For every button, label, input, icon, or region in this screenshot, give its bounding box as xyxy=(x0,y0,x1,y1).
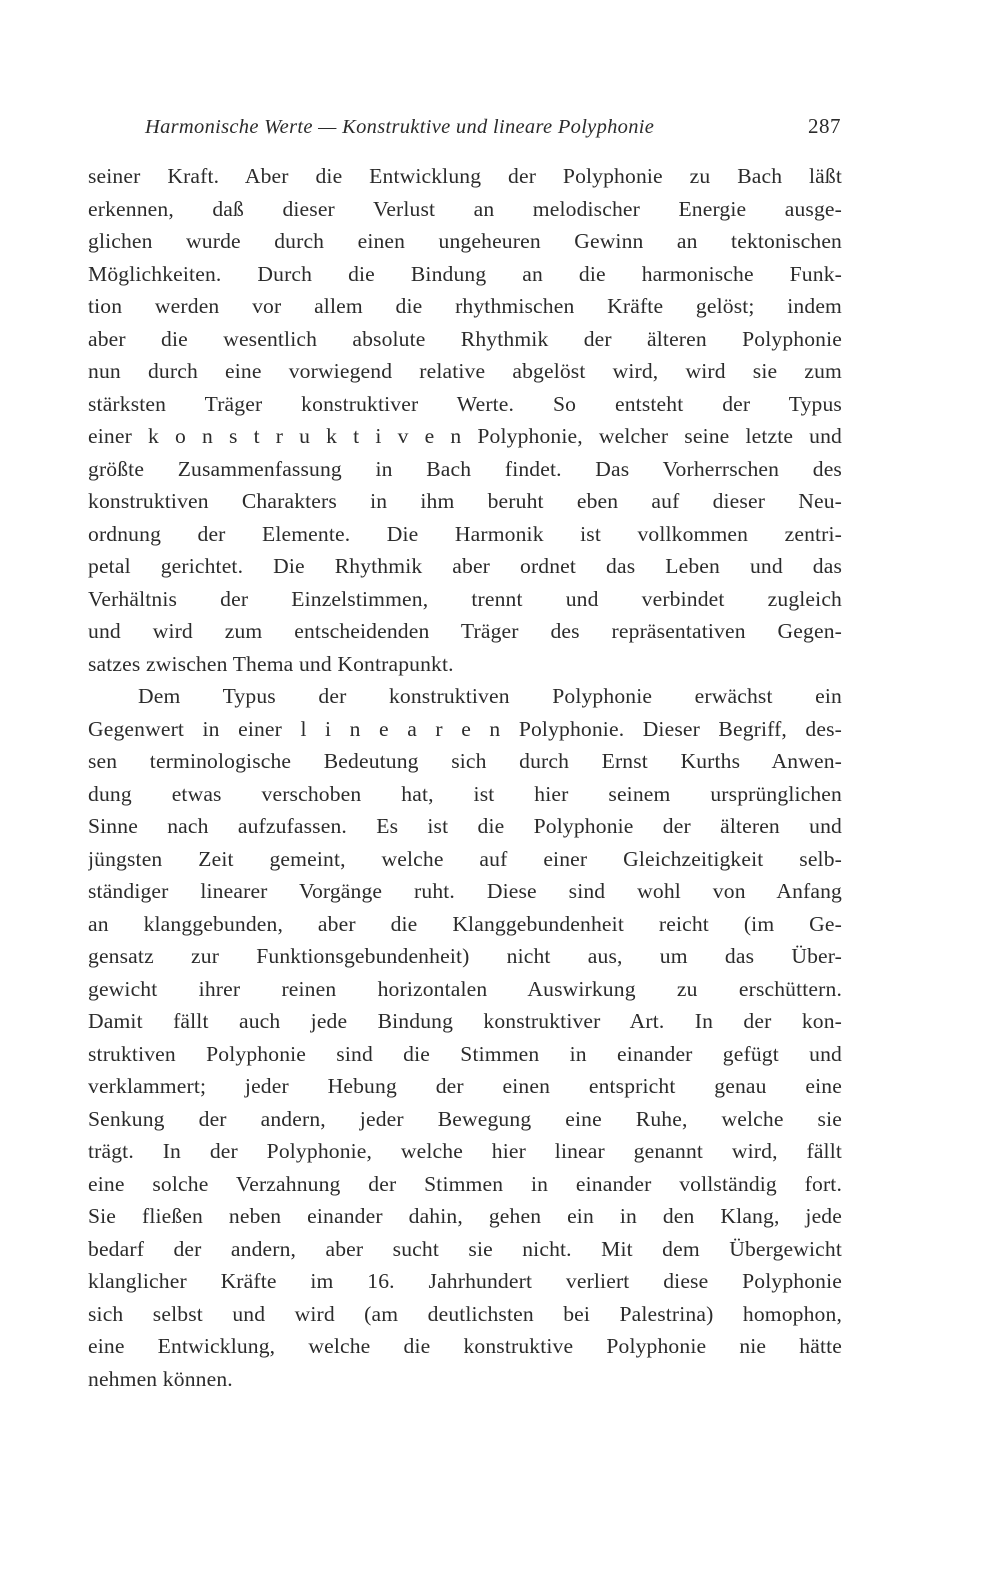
text-line: und wird zum entscheidenden Träger des repräsentativen Gegen- xyxy=(88,619,842,643)
text-line: seiner Kraft. Aber die Entwicklung der Polyphonie zu Bach läßt xyxy=(88,164,842,188)
running-title: Harmonische Werte — Konstruktive und lineare Polyphonie xyxy=(145,116,655,138)
text-line: satzes zwischen Thema und Kontrapunkt. xyxy=(88,651,454,676)
text-line: bedarf der andern, aber sucht sie nicht. Mit dem Übergewicht xyxy=(88,1236,842,1261)
text-line: verklammert; jeder Hebung der einen entspricht genau eine xyxy=(88,1074,842,1098)
text-line: erkennen, daß dieser Verlust an melodischer Energie ausge- xyxy=(88,196,842,221)
text-line: an klanggebunden, aber die Klanggebundenheit reicht (im Ge- xyxy=(88,911,842,936)
text-line: glichen wurde durch einen ungeheuren Gewinn an tektonischen xyxy=(88,229,842,253)
text-line: gewicht ihrer reinen horizontalen Auswirkung zu erschüttern. xyxy=(88,976,842,1001)
text-line: nehmen können. xyxy=(88,1366,233,1391)
text-line: sen terminologische Bedeutung sich durch Ernst Kurths Anwen- xyxy=(88,749,842,773)
text-line: tion werden vor allem die rhythmischen Kräfte gelöst; indem xyxy=(88,294,842,318)
text-line: ständiger linearer Vorgänge ruht. Diese sind wohl von Anfang xyxy=(88,879,842,903)
text-line: struktiven Polyphonie sind die Stimmen in einander gefügt und xyxy=(88,1041,842,1066)
text-line: aber die wesentlich absolute Rhythmik der älteren Polyphonie xyxy=(88,326,842,351)
text-line: Gegenwert in einer l i n e a r e n Polyphonie. Dieser Begriff, des- xyxy=(88,716,842,741)
text-line: dung etwas verschoben hat, ist hier seinem ursprünglichen xyxy=(88,781,842,806)
body-text xyxy=(88,160,842,1395)
text-line: gensatz zur Funktionsgebundenheit) nicht aus, um das Über- xyxy=(88,944,842,968)
text-line: Sinne nach aufzufassen. Es ist die Polyphonie der älteren und xyxy=(88,814,842,838)
text-line: Sie fließen neben einander dahin, gehen ein in den Klang, jede xyxy=(88,1204,842,1228)
text-line: sich selbst und wird (am deutlichsten bei Palestrina) homophon, xyxy=(88,1301,842,1326)
text-line: Senkung der andern, jeder Bewegung eine Ruhe, welche sie xyxy=(88,1106,842,1131)
running-head xyxy=(145,116,841,146)
text-line: größte Zusammenfassung in Bach findet. Das Vorherrschen des xyxy=(88,456,842,481)
text-line: Dem Typus der konstruktiven Polyphonie erwächst ein xyxy=(138,684,842,708)
text-line: Damit fällt auch jede Bindung konstruktiver Art. In der kon- xyxy=(88,1009,842,1033)
text-line: klanglicher Kräfte im 16. Jahrhundert verliert diese Polyphonie xyxy=(88,1269,842,1293)
page-number: 287 xyxy=(808,114,841,138)
text-line: eine solche Verzahnung der Stimmen in einander vollständig fort. xyxy=(88,1171,842,1196)
text-line: petal gerichtet. Die Rhythmik aber ordnet das Leben und das xyxy=(88,554,842,578)
text-line: stärksten Träger konstruktiver Werte. So entsteht der Typus xyxy=(88,391,842,416)
text-line: einer k o n s t r u k t i v e n Polyphonie, welcher seine letzte und xyxy=(88,424,842,448)
text-line: trägt. In der Polyphonie, welche hier linear genannt wird, fällt xyxy=(88,1139,842,1163)
text-line: konstruktiven Charakters in ihm beruht eben auf dieser Neu- xyxy=(88,489,842,513)
text-line: Möglichkeiten. Durch die Bindung an die harmonische Funk- xyxy=(88,261,842,286)
text-line: jüngsten Zeit gemeint, welche auf einer Gleichzeitigkeit selb- xyxy=(88,846,842,871)
text-line: nun durch eine vorwiegend relative abgelöst wird, wird sie zum xyxy=(88,359,842,383)
text-line: eine Entwicklung, welche die konstruktive Polyphonie nie hätte xyxy=(88,1334,842,1358)
text-line: Verhältnis der Einzelstimmen, trennt und verbindet zugleich xyxy=(88,586,842,611)
text-line: ordnung der Elemente. Die Harmonik ist vollkommen zentri- xyxy=(88,521,842,546)
